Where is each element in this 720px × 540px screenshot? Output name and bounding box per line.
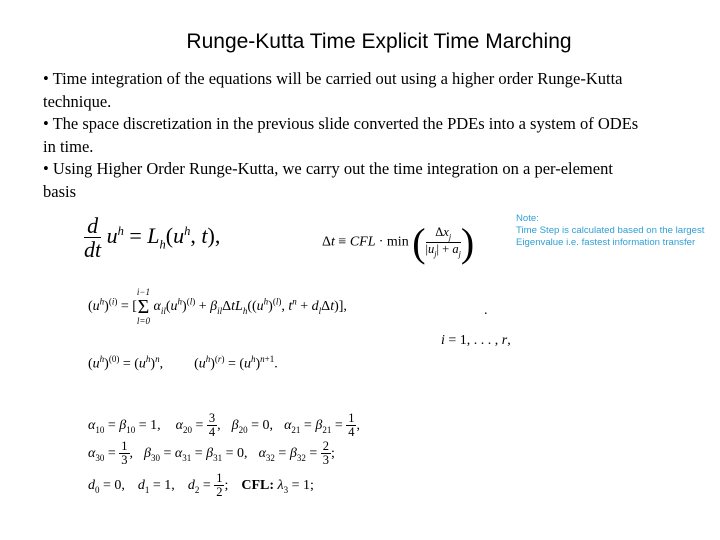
note-label: Note:: [516, 213, 539, 224]
bullet-list: [43, 68, 643, 203]
equation-rk-stage-dot: .: [484, 303, 488, 318]
equation-coeff-row3: $d_0 = 0$, $d_1 = 1$, $d_2$ = $\frac{1}{2}$ ; CFL: $\lambda_3 = 1$;: [88, 471, 314, 500]
equation-coeff-row1: $\alpha_{10} = \beta_{10} = 1$, $\alpha_{20}$ = $\frac{3}{4}$ , $\beta_{20} = 0$, $\alpha_{21} = \beta_{21}$ = $\frac{1}{4}$ ,: [88, 411, 360, 440]
note-text: Time Step is calculated based on the largest Eigenvalue i.e. fastest information transfer: [516, 225, 705, 248]
slide-title: Runge-Kutta Time Explicit Time Marching: [186, 30, 572, 53]
bullet-item: • Time integration of the equations will be carried out using a higher order Runge-Kutta technique.: [43, 69, 623, 111]
equation-ode: $\frac{d}{dt}$ $u^h = L_h(u^h$, t),: [84, 213, 221, 263]
bullet-item: • The space discretization in the previous slide converted the PDEs into a system of ODEs in time.: [43, 114, 639, 156]
note-box: [516, 213, 706, 249]
equation-rk-range: i = 1, . . . , r,: [441, 333, 511, 348]
bullet-item: • Using Higher Order Runge-Kutta, we carry out the time integration on a per-element basis: [43, 159, 613, 201]
equation-timestep: Δt ≡ CFL · min ( $\frac{\Delta x_j}{|u_j| + a_j}$ ): [322, 220, 475, 265]
equation-coeff-row2: $\alpha_{30}$ = $\frac{1}{3}$ , $\beta_{30} = \alpha_{31} = \beta_{31} = 0$, $\alpha_{32} = \beta_{32}$ = $\frac{2}{3}$ ;: [88, 439, 335, 468]
equation-rk-init: $(u^h)^{(0)} = (u^h)^n$, $(u^h)^{(r)} = (u^h)^{n+1}$.: [88, 354, 278, 372]
equation-rk-stage: $(u^h)^{(i)}$ = [ i−1 Σ l=0 $\alpha_{il}(u^h)^{(l)} + \beta_{il}\Delta tL_h((u^h)^{(l)}$, $t^n + d_l\Delta t$)],: [88, 287, 347, 326]
